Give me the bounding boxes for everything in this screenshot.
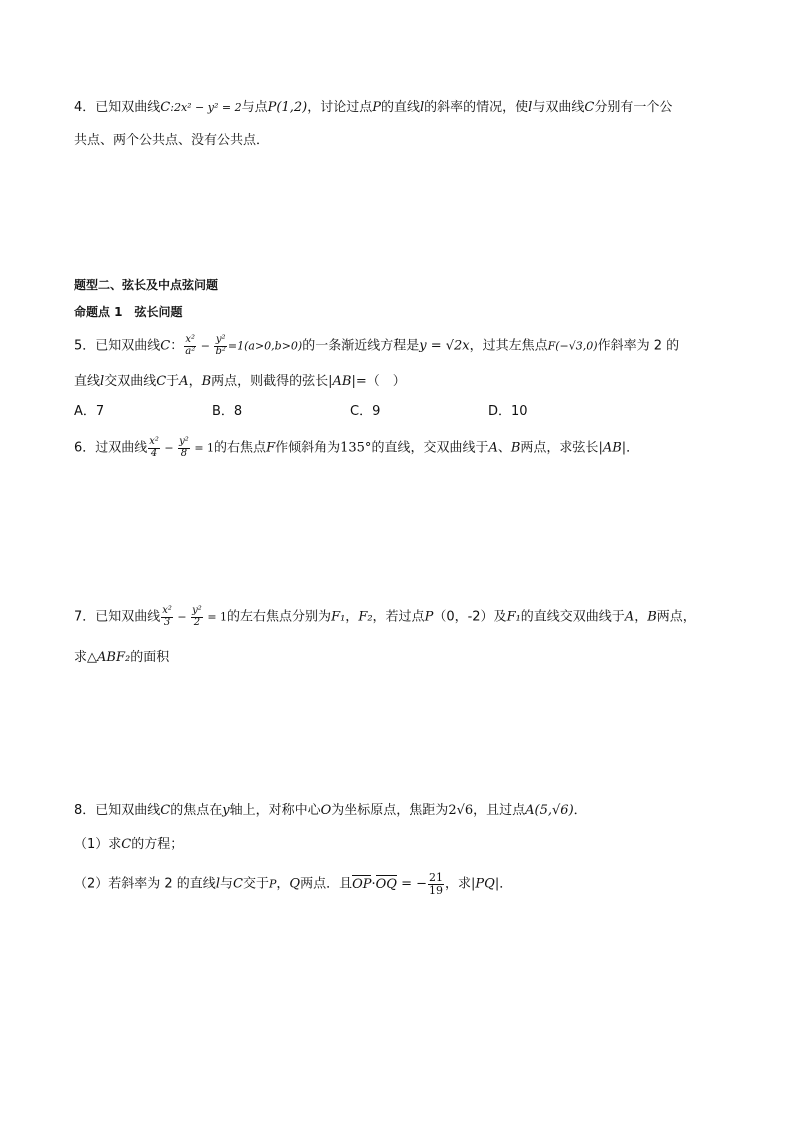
q7-line2 [74,651,169,664]
q8-text: ． [573,803,587,818]
q6-b: B [510,440,521,456]
q6-angle: 135° [340,440,372,456]
q6-text: 的直线，交双曲线于 [371,440,489,456]
q8-curve: C [121,837,132,852]
q5-options [74,405,528,418]
q8-curve: C [160,803,171,818]
q8-focal-length: 2√6 [448,803,474,818]
q6-f: F [266,440,276,456]
q4-text: 的斜率的情况，使 [424,100,529,115]
q5-text: ： [170,338,184,354]
q8-q: Q [289,876,301,892]
q7-point: （0，-2） [433,609,494,625]
q8-vector-oq: OQ [375,876,397,892]
q5-frac-y [214,335,226,357]
q5-b: B [201,374,212,389]
q5-asymptote: y = √2x [419,338,470,354]
q6-text: 两点，求弦长 [520,440,599,456]
q5-option-d: D．10 [488,404,528,419]
q5-frac-num: x² [185,334,196,345]
q4-l: l [528,100,533,115]
q8-text: ，且过点 [473,803,526,818]
q7-frac-den: 2 [193,616,201,628]
q8-vector-op: OP [352,876,372,892]
q7-text: 求 [74,650,88,665]
q8-o: O [320,803,332,818]
q8-text: （2）若斜率为 2 的直线 [74,876,216,892]
section-subtitle [74,306,183,318]
q5-option-a: A．7 [74,404,105,419]
section-subtitle-text: 命题点 1 弦长问题 [74,305,183,319]
q7-text: 及 [493,609,507,625]
q6-text: 6．过双曲线 [74,440,148,456]
q8-fraction [428,872,444,896]
q6-frac-num: x² [149,436,159,447]
q7-f2: F₂ [358,609,373,625]
q6-text: 、 [497,440,511,456]
q7-f1: F₁ [331,609,346,625]
q5-line1 [74,335,679,357]
q6-frac-den: 4 [150,447,158,459]
q8-l: l [215,876,220,892]
q8-part1 [74,838,183,851]
q5-line2 [74,375,406,388]
q4-curve: C [160,100,171,115]
q7-text: 两点， [656,609,696,625]
q5-text: 的一条渐近线方程是 [302,338,420,354]
q5-condition: =1(a>0,b>0) [227,339,303,353]
q8-text: 为坐标原点，焦距为 [331,803,449,818]
q7-line1 [74,606,696,628]
q5-text: 作斜率为 2 的 [597,338,680,354]
q8-part2 [74,872,512,896]
q8-text: 两点．且 [300,876,353,892]
q6-line1 [74,437,639,459]
q8-frac-den: 19 [429,883,444,897]
q6-ab: |AB| [598,440,627,456]
q8-line1 [74,804,587,817]
q7-text: ， [634,609,648,625]
q7-p: P [424,609,434,625]
q4-line2 [74,134,269,147]
q8-text: 与 [219,876,233,892]
q5-curve: C [160,338,171,354]
q8-p: P [268,877,277,891]
q4-text: ，讨论过点 [307,100,373,115]
q7-frac-num: x² [162,605,172,616]
q7-equals: = 1 [203,610,228,624]
q7-b: B [647,609,657,625]
q4-text: 与点 [241,100,268,115]
q8-pq: |PQ| [471,876,500,892]
q4-text: 与双曲线 [532,100,585,115]
q8-dot: · [371,876,376,892]
q7-text: 的左右焦点分别为 [227,609,332,625]
q5-frac-num: y² [215,334,226,345]
q6-frac-num: y² [179,436,189,447]
q6-a: A [488,440,498,456]
q5-ab: |AB|= [328,374,367,389]
q6-frac-x [148,437,160,459]
q6-equals: = 1 [190,441,215,455]
q8-text: ． [499,876,513,892]
q4-text: 4．已知双曲线 [74,100,161,115]
q6-text: 作倾斜角为 [275,440,341,456]
q6-frac-y [178,437,190,459]
q4-p: P [372,100,381,115]
q8-frac-num: 21 [429,871,444,884]
q4-text: 分别有一个公 [594,100,673,115]
q8-equals: = − [396,876,428,892]
q7-frac-den: 3 [163,616,171,628]
q7-frac-x [161,606,173,628]
q4-l: l [419,100,425,115]
q7-text: 的直线交双曲线于 [520,609,625,625]
q5-text: 交双曲线 [104,374,157,389]
q5-frac-x [184,335,196,357]
q7-triangle: △ABF₂ [87,650,131,665]
q4-line1 [74,101,672,114]
q5-focus: F(−√3,0) [547,339,598,353]
q5-text: ， [188,374,202,389]
q8-curve: C [233,876,243,892]
q7-frac-num: y² [192,605,202,616]
q8-y: y [222,803,230,818]
q5-l: l [100,374,105,389]
q7-text: 7．已知双曲线 [74,609,161,625]
q5-text: 两点，则截得的弦长 [211,374,329,389]
q4-text: 共点、两个公共点、没有公共点． [74,133,270,148]
q5-frac-den: a² [185,345,196,357]
q7-f1: F₁ [506,609,521,625]
q5-option-c: C．9 [350,404,381,419]
q8-text: ，求 [445,876,472,892]
q8-text: 的方程； [131,837,184,852]
q5-text: 5．已知双曲线 [74,338,161,354]
q4-equation: :2x² − y² = 2 [170,101,242,114]
q6-frac-den: 8 [180,447,188,459]
q5-text: （ ） [366,374,406,389]
q5-text: 于 [166,374,180,389]
q8-point: A(5,√6) [525,803,574,818]
q5-text: 直线 [74,374,101,389]
q7-text: 的面积 [130,650,170,665]
section-title [74,279,218,291]
q7-frac-y [191,606,203,628]
q5-option-b: B．8 [212,404,243,419]
q5-minus: − [197,339,214,353]
q8-text: 8．已知双曲线 [74,803,161,818]
q5-frac-den: b² [215,345,226,357]
q5-text: ，过其左焦点 [469,338,548,354]
q8-text: （1）求 [74,837,122,852]
q6-text: ． [626,440,640,456]
q5-a: A [179,374,189,389]
q5-curve: C [156,374,167,389]
q4-curve: C [584,100,595,115]
q4-point: P(1,2) [267,100,308,115]
q4-text: 的直线 [380,100,420,115]
q7-text: ，若过点 [372,609,425,625]
q8-text: ， [276,876,290,892]
q8-text: 的焦点在 [170,803,223,818]
q7-text: ， [345,609,359,625]
q7-minus: − [173,610,191,624]
q6-minus: − [160,441,178,455]
q6-text: 的右焦点 [214,440,267,456]
q7-a: A [624,609,635,625]
q8-text: 交于 [242,876,269,892]
q8-text: 轴上，对称中心 [229,803,321,818]
section-title-text: 题型二、弦长及中点弦问题 [74,278,219,292]
